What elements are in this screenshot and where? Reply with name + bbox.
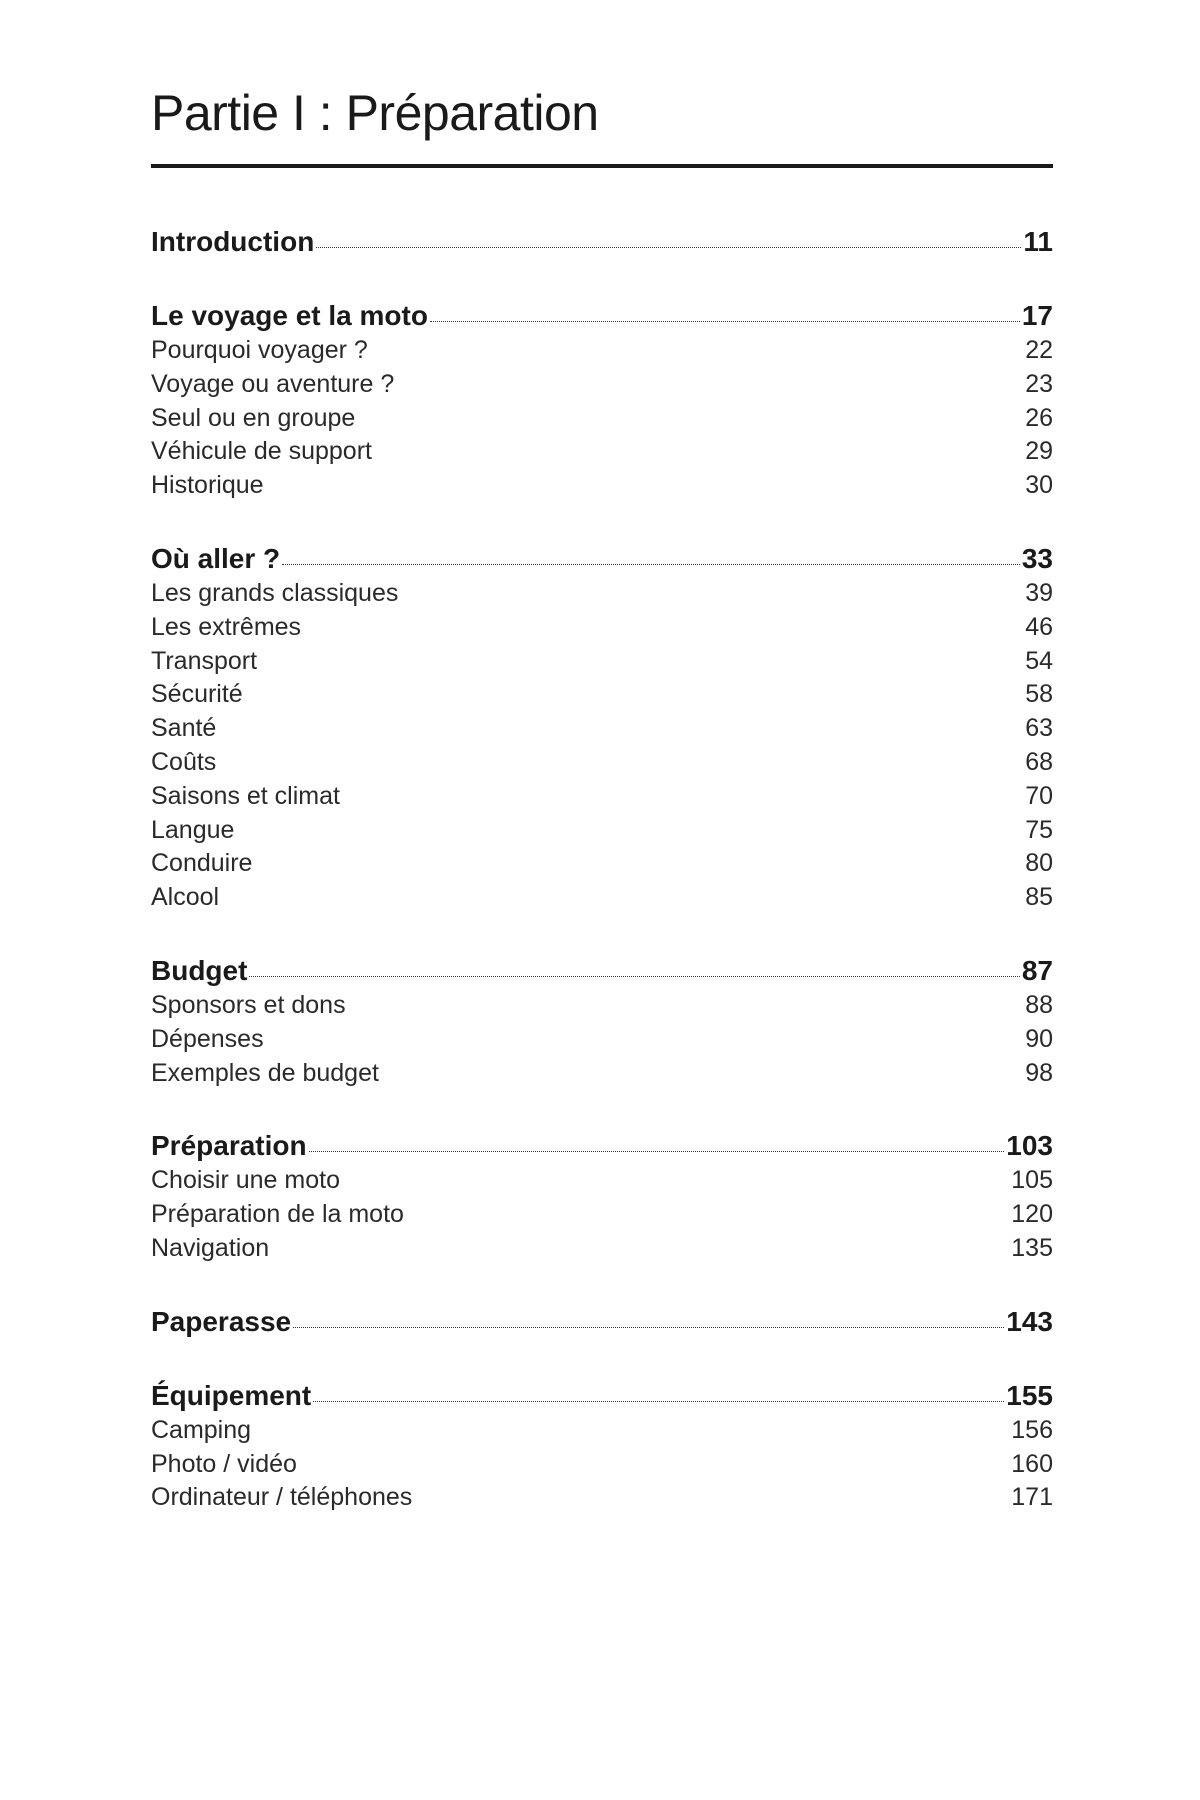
dot-leader <box>309 1151 1005 1152</box>
subsection-title: Préparation de la moto <box>151 1200 404 1229</box>
toc-section <box>151 300 1053 505</box>
part-title: Partie I : Préparation <box>151 85 599 141</box>
toc-subsection-entry[interactable] <box>151 370 1053 404</box>
table-of-contents <box>151 226 1053 1517</box>
subsection-page-number: 30 <box>1025 471 1053 500</box>
toc-subsection-entry[interactable] <box>151 991 1053 1025</box>
toc-subsection-entry[interactable] <box>151 1025 1053 1059</box>
toc-section-entry[interactable] <box>151 1130 1053 1166</box>
dot-leader <box>293 1327 1004 1328</box>
section-page-number: 11 <box>1023 226 1053 257</box>
toc-subsection-entry[interactable] <box>151 1416 1053 1450</box>
toc-subsection-entry[interactable] <box>151 1059 1053 1093</box>
toc-subsection-entry[interactable] <box>151 647 1053 681</box>
subsection-title: Pourquoi voyager ? <box>151 336 368 364</box>
section-title: Introduction <box>151 226 315 257</box>
dot-leader <box>430 321 1020 322</box>
toc-subsection-entry[interactable] <box>151 748 1053 782</box>
toc-subsection-entry[interactable] <box>151 1234 1053 1268</box>
dot-leader <box>282 564 1020 565</box>
section-title: Paperasse <box>151 1305 292 1337</box>
subsection-page-number: 120 <box>1011 1200 1053 1229</box>
toc-section-entry[interactable] <box>151 955 1053 991</box>
title-rule <box>151 164 1053 168</box>
toc-section-entry[interactable] <box>151 226 1053 262</box>
toc-subsection-entry[interactable] <box>151 849 1053 883</box>
toc-section-entry[interactable] <box>151 543 1053 579</box>
toc-subsection-entry[interactable] <box>151 1450 1053 1484</box>
subsection-page-number: 23 <box>1025 369 1053 398</box>
subsection-page-number: 68 <box>1025 747 1053 776</box>
section-page-number: 33 <box>1021 542 1053 574</box>
section-page-number: 103 <box>1006 1130 1053 1162</box>
subsection-page-number: 22 <box>1025 336 1053 364</box>
toc-section <box>151 955 1053 1092</box>
subsection-page-number: 58 <box>1025 680 1053 709</box>
subsection-page-number: 80 <box>1025 849 1053 878</box>
toc-subsection-entry[interactable] <box>151 816 1053 850</box>
subsection-title: Seul ou en groupe <box>151 403 356 432</box>
dot-leader <box>316 247 1021 248</box>
toc-subsection-entry[interactable] <box>151 1200 1053 1234</box>
subsection-title: Ordinateur / téléphones <box>151 1483 413 1512</box>
toc-section-entry[interactable] <box>151 300 1053 336</box>
subsection-title: Camping <box>151 1415 252 1444</box>
section-page-number: 87 <box>1021 954 1053 986</box>
subsection-title: Les extrêmes <box>151 612 302 641</box>
subsection-title: Langue <box>151 815 235 844</box>
toc-section-entry[interactable] <box>151 1380 1053 1416</box>
subsection-title: Voyage ou aventure ? <box>151 369 395 398</box>
toc-subsection-entry[interactable] <box>151 579 1053 613</box>
subsection-title: Historique <box>151 471 264 500</box>
dot-leader <box>249 976 1019 977</box>
subsection-page-number: 98 <box>1025 1058 1053 1087</box>
dot-leader <box>313 1401 1004 1402</box>
toc-subsection-entry[interactable] <box>151 336 1053 370</box>
subsection-page-number: 90 <box>1025 1024 1053 1053</box>
subsection-page-number: 85 <box>1025 883 1053 912</box>
toc-subsection-entry[interactable] <box>151 437 1053 471</box>
subsection-page-number: 26 <box>1025 403 1053 432</box>
toc-subsection-entry[interactable] <box>151 680 1053 714</box>
subsection-title: Dépenses <box>151 1024 264 1053</box>
toc-subsection-entry[interactable] <box>151 714 1053 748</box>
toc-subsection-entry[interactable] <box>151 1166 1053 1200</box>
section-title: Équipement <box>151 1379 312 1411</box>
toc-section <box>151 1306 1053 1342</box>
subsection-page-number: 105 <box>1011 1166 1053 1195</box>
subsection-title: Exemples de budget <box>151 1058 379 1087</box>
section-page-number: 155 <box>1006 1379 1053 1411</box>
toc-content <box>151 85 1053 1555</box>
subsection-title: Navigation <box>151 1233 270 1262</box>
toc-section <box>151 543 1053 917</box>
subsection-title: Photo / vidéo <box>151 1449 297 1478</box>
toc-subsection-entry[interactable] <box>151 471 1053 505</box>
toc-subsection-entry[interactable] <box>151 1483 1053 1517</box>
subsection-page-number: 171 <box>1011 1483 1053 1512</box>
section-page-number: 143 <box>1006 1305 1053 1337</box>
subsection-page-number: 135 <box>1011 1233 1053 1262</box>
toc-subsection-entry[interactable] <box>151 782 1053 816</box>
section-title: Le voyage et la moto <box>151 300 428 331</box>
subsection-title: Sponsors et dons <box>151 990 346 1019</box>
subsection-title: Véhicule de support <box>151 437 372 466</box>
toc-section <box>151 1130 1053 1267</box>
subsection-page-number: 70 <box>1025 781 1053 810</box>
subsection-page-number: 160 <box>1011 1449 1053 1478</box>
toc-subsection-entry[interactable] <box>151 883 1053 917</box>
subsection-title: Saisons et climat <box>151 781 340 810</box>
toc-subsection-entry[interactable] <box>151 404 1053 438</box>
section-title: Préparation <box>151 1130 307 1162</box>
subsection-page-number: 75 <box>1025 815 1053 844</box>
toc-subsection-entry[interactable] <box>151 613 1053 647</box>
toc-section-entry[interactable] <box>151 1306 1053 1342</box>
toc-section <box>151 226 1053 262</box>
subsection-title: Transport <box>151 646 258 675</box>
subsection-title: Santé <box>151 714 217 743</box>
subsection-title: Choisir une moto <box>151 1166 340 1195</box>
subsection-title: Sécurité <box>151 680 243 709</box>
subsection-page-number: 54 <box>1025 646 1053 675</box>
subsection-page-number: 46 <box>1025 612 1053 641</box>
subsection-title: Coûts <box>151 747 217 776</box>
subsection-title: Alcool <box>151 883 220 912</box>
subsection-title: Les grands classiques <box>151 578 399 607</box>
section-title: Où aller ? <box>151 542 281 574</box>
section-page-number: 17 <box>1021 300 1053 331</box>
subsection-page-number: 156 <box>1011 1415 1053 1444</box>
subsection-page-number: 88 <box>1025 990 1053 1019</box>
subsection-title: Conduire <box>151 849 253 878</box>
toc-section <box>151 1380 1053 1517</box>
section-title: Budget <box>151 954 248 986</box>
subsection-page-number: 29 <box>1025 437 1053 466</box>
subsection-page-number: 63 <box>1025 714 1053 743</box>
subsection-page-number: 39 <box>1025 578 1053 607</box>
